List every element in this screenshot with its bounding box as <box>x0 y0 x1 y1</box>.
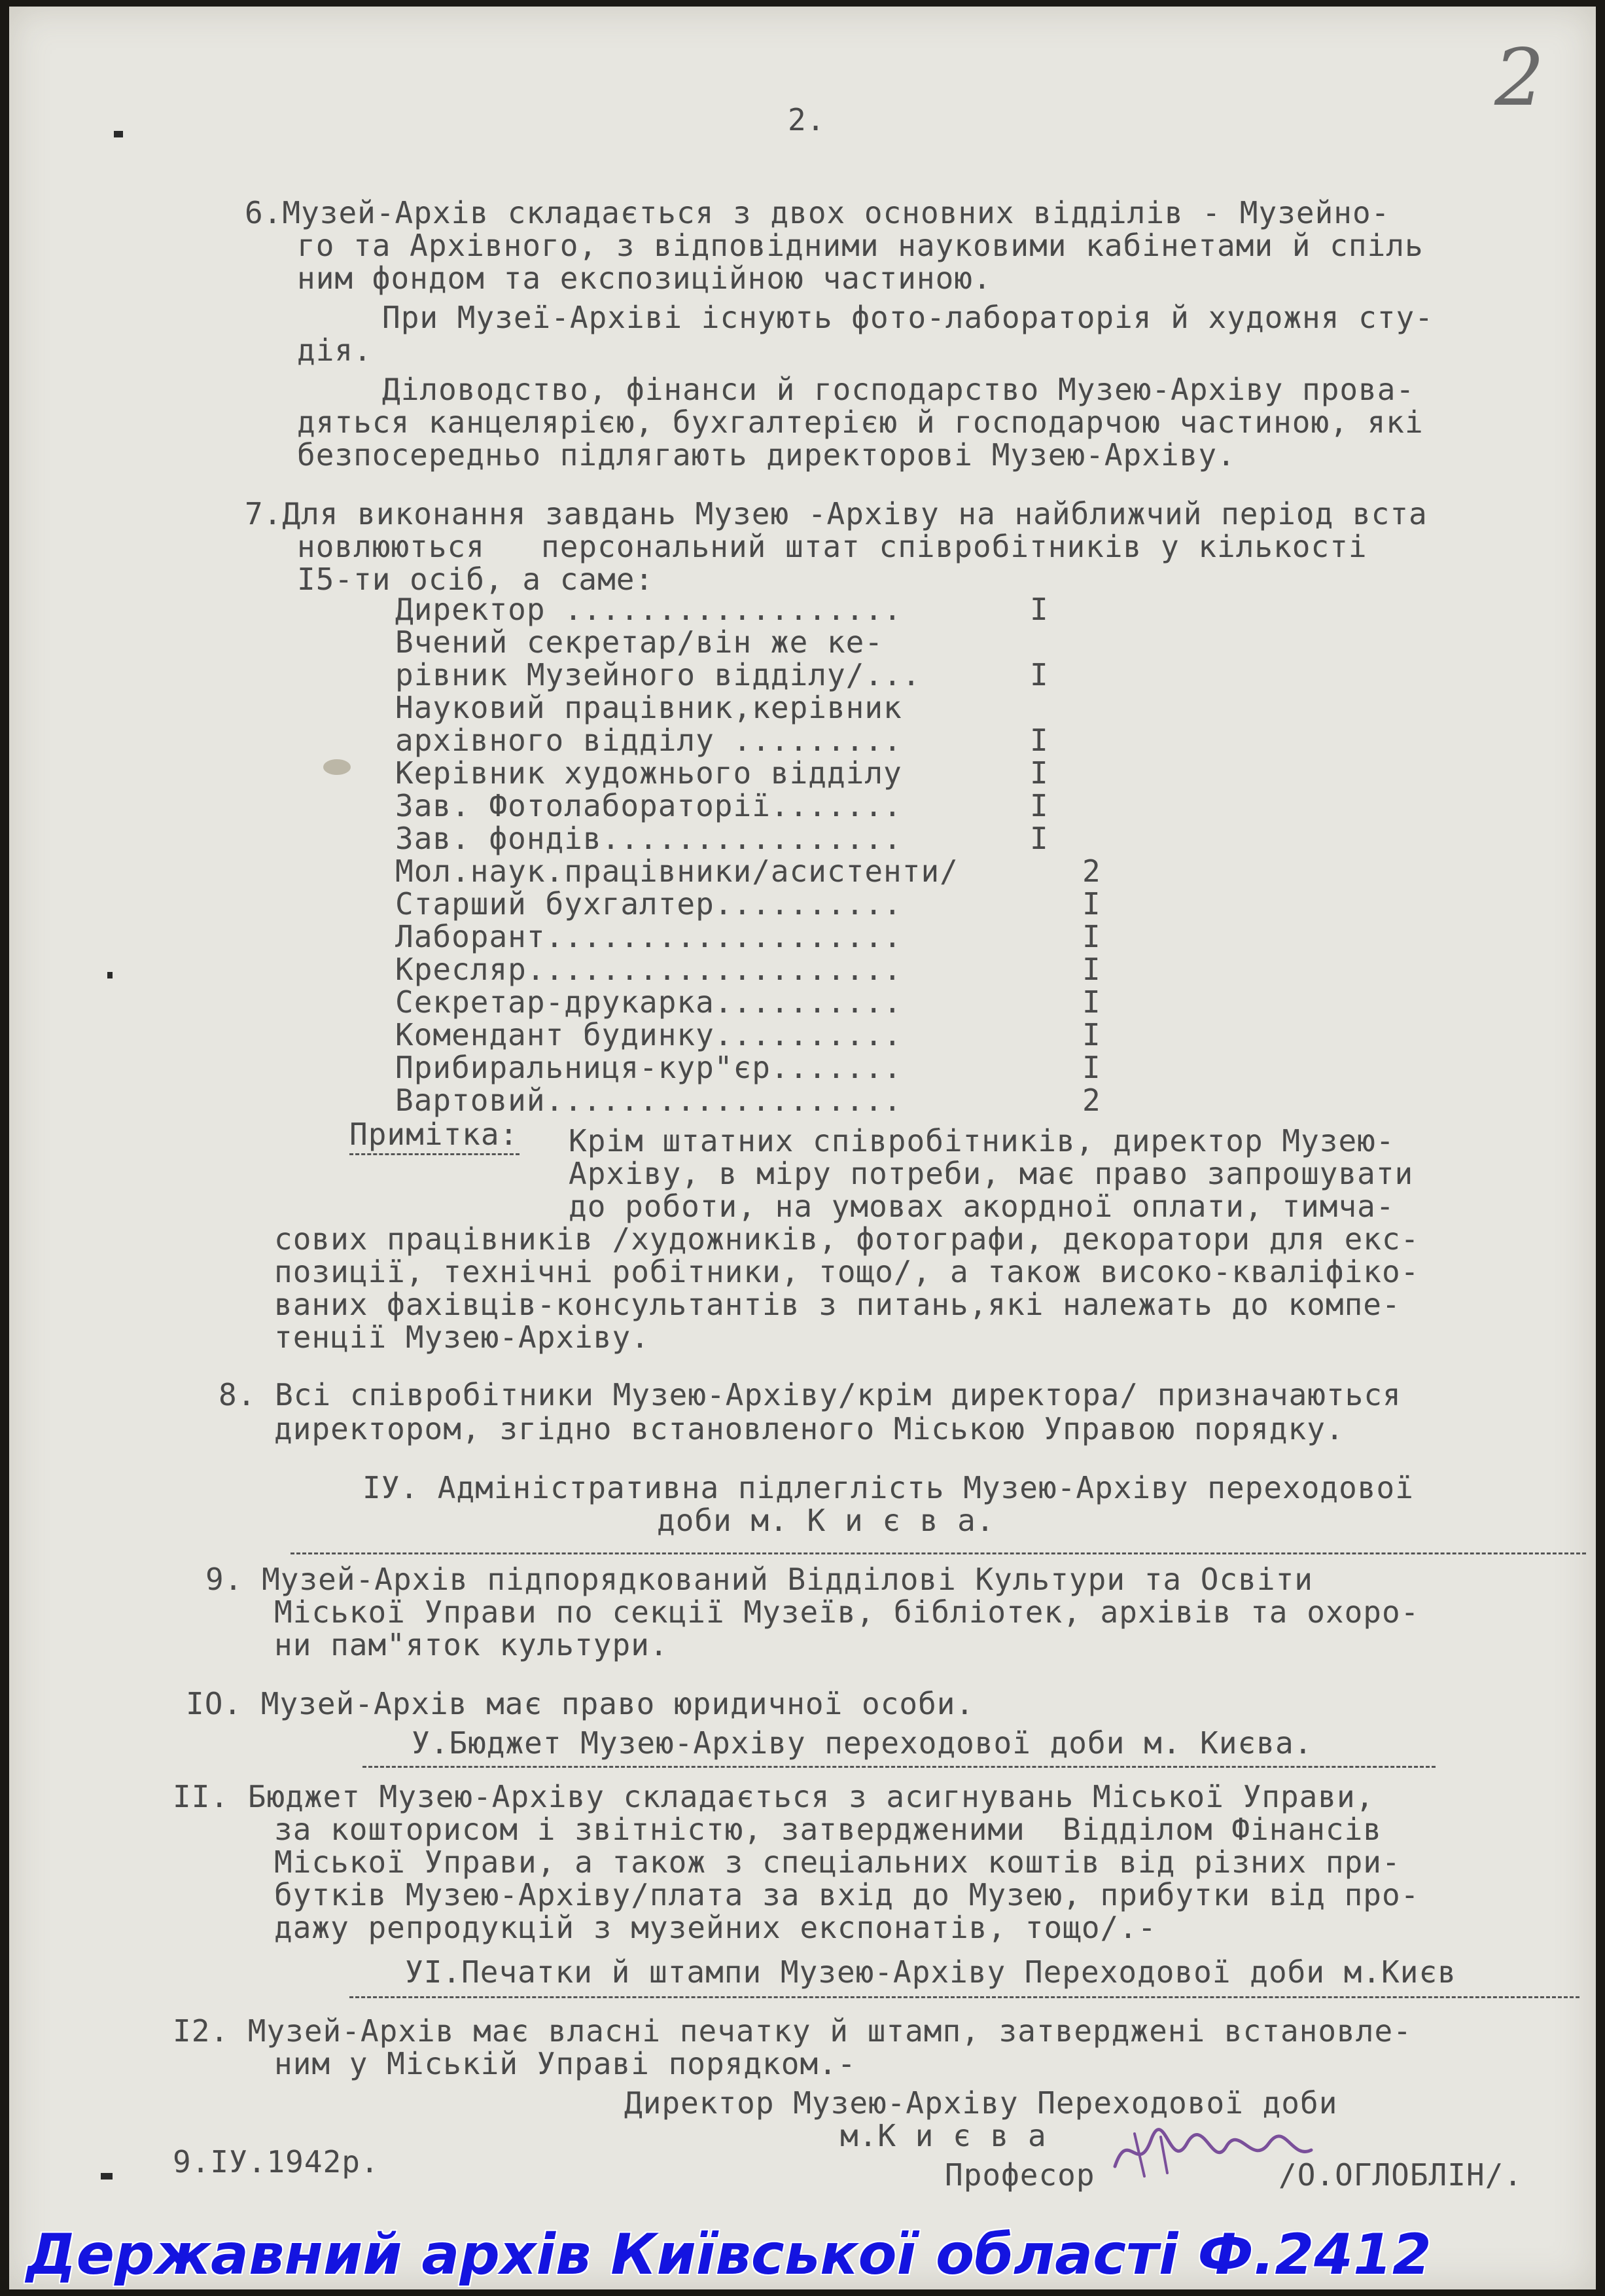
p6-line-8: безпосередньо підлягають директорові Музею-Архіву. <box>297 437 1236 473</box>
p10-line: IO. Музей-Архів має право юридичної особи. <box>186 1686 975 1721</box>
p9-line-1: 9. Музей-Архів підпорядкований Відділові Культури та Освіти <box>205 1562 1313 1597</box>
p11-line-4: бутків Музею-Архіву/плата за вхід до Музею, прибутки від про- <box>274 1877 1420 1912</box>
note-cont-line-4: тенції Музею-Архіву. <box>274 1319 650 1355</box>
staff-count: I <box>1082 952 1101 987</box>
signatory-position: Професор <box>945 2157 1095 2193</box>
staff-count: I <box>1030 657 1049 692</box>
p12-line-2: ним у Міській Управі порядком.- <box>274 2046 856 2081</box>
staff-item: Директор .................. <box>395 592 902 627</box>
note-line-2: Архіву, в міру потреби, має право запрошувати <box>569 1156 1414 1191</box>
staff-item: Прибиральниця-кур"єр....... <box>395 1050 902 1085</box>
p6-line-5: дія. <box>297 332 372 368</box>
note-cont-line-3: ваних фахівців-консультантів з питань,які належать до компе- <box>274 1287 1401 1322</box>
signatory-name: /О.ОГЛОБЛІН/. <box>1279 2157 1523 2193</box>
archive-watermark: Державний архів Київської області Ф.2412 <box>26 2222 1432 2287</box>
p11-line-3: Міської Управи, а також з спеціальних коштів від різних при- <box>274 1844 1401 1880</box>
page-number: 2. <box>788 102 826 137</box>
p6-line-4: При Музеї-Архіві існують фото-лабораторія й художня сту- <box>382 300 1434 335</box>
paper-stain <box>323 759 351 775</box>
section-4-heading-line-1: IУ. Адміністративна підлеглість Музею-Архіву переходової <box>362 1470 1414 1505</box>
p6-line-1: 6.Музей-Архів складається з двох основних відділів - Музейно- <box>245 195 1390 230</box>
p6-line-2: го та Архівного, з відповідними науковими кабінетами й спіль <box>297 228 1424 263</box>
p7-line-2: новлюються персональний штат співробітників у кількості <box>297 529 1367 564</box>
p6-line-6: Діловодство, фінанси й господарство Музею-Архіву прова- <box>382 372 1415 407</box>
staff-count: I <box>1082 886 1101 922</box>
section-5-underline <box>362 1766 1436 1768</box>
staff-item: Секретар-друкарка.......... <box>395 984 902 1020</box>
document-date: 9.IУ.1942р. <box>173 2144 379 2179</box>
archive-page-number: 2 <box>1494 33 1545 124</box>
section-6-heading: УІ.Печатки й штампи Музею-Архіву Переходової доби м.Києв <box>405 1954 1456 1990</box>
p7-line-1: 7.Для виконання завдань Музею -Архіву на найближчий період вста <box>245 496 1428 531</box>
p6-line-3: ним фондом та експозиційною частиною. <box>297 260 992 296</box>
staff-count: I <box>1030 592 1049 627</box>
staff-count: I <box>1030 723 1049 758</box>
staff-item: Зав. Фотолабораторії....... <box>395 788 902 823</box>
staff-count: I <box>1030 821 1049 856</box>
section-5-heading: У.Бюджет Музею-Архіву переходової доби м. Києва. <box>412 1725 1313 1761</box>
note-cont-line-2: позиції, технічні робітники, тощо/, а також високо-кваліфіко- <box>274 1254 1420 1289</box>
staff-count: I <box>1082 1050 1101 1085</box>
p12-line-1: I2. Музей-Архів має власні печатку й штамп, затверджені встановле- <box>173 2013 1412 2049</box>
staff-count: 2 <box>1082 1083 1101 1118</box>
document-sheet <box>9 7 1596 2289</box>
staff-count: I <box>1082 984 1101 1020</box>
note-cont-line-1: сових працівників /художників, фотографи, декоратори для екс- <box>274 1221 1420 1257</box>
staff-item: Вартовий................... <box>395 1083 902 1118</box>
p8-line-1: 8. Всі співробітники Музею-Архіву/крім директора/ призначаються <box>219 1377 1402 1412</box>
staff-count: 2 <box>1082 853 1101 889</box>
staff-item: Керівник художнього відділу <box>395 755 902 791</box>
hole-punch-mark <box>107 972 113 978</box>
staff-count: I <box>1082 1017 1101 1052</box>
staff-item: Комендант будинку.......... <box>395 1017 902 1052</box>
p9-line-2: Міської Управи по секції Музеїв, бібліотек, архівів та охоро- <box>274 1594 1420 1630</box>
signatory-title-line-1: Директор Музею-Архіву Переходової доби <box>624 2085 1338 2121</box>
note-label: Примітка: <box>349 1117 519 1152</box>
staff-count: I <box>1082 919 1101 954</box>
staff-item: Вчений секретар/він же ке- <box>395 624 884 660</box>
note-line-1: Крім штатних співробітників, директор Музею- <box>569 1123 1395 1158</box>
staff-item: Науковий працівник,керівник <box>395 690 902 725</box>
staff-item: Лаборант................... <box>395 919 902 954</box>
p9-line-3: ни пам"яток культури. <box>274 1627 669 1662</box>
hole-punch-mark <box>114 131 123 137</box>
section-4-heading-line-2: доби м. К и є в а. <box>657 1503 995 1538</box>
staff-item: Старший бухгалтер.......... <box>395 886 902 922</box>
note-underline <box>349 1153 520 1155</box>
signatory-title-line-2: м.К и є в а <box>840 2118 1047 2153</box>
p6-line-7: дяться канцелярією, бухгалтерією й господарчою частиною, які <box>297 404 1424 440</box>
p11-line-5: дажу репродукцій з музейних експонатів, тощо/.- <box>274 1910 1157 1945</box>
section-6-underline <box>349 1996 1579 1998</box>
note-line-3: до роботи, на умовах акордної оплати, тимча- <box>569 1189 1395 1224</box>
p7-line-3: I5-ти осіб, а саме: <box>297 562 654 597</box>
p11-line-2: за кошторисом і звітністю, затвердженими Відділом Фінансів <box>274 1812 1382 1847</box>
section-4-underline <box>291 1552 1586 1554</box>
p11-line-1: II. Бюджет Музею-Архіву складається з асигнувань Міської Управи, <box>173 1779 1375 1814</box>
p8-line-2: директором, згідно встановленого Міською Управою порядку. <box>274 1411 1345 1446</box>
staff-count: I <box>1030 788 1049 823</box>
staff-item: Мол.наук.працівники/асистенти/ <box>395 853 959 889</box>
staff-count: I <box>1030 755 1049 791</box>
staff-item: Кресляр.................... <box>395 952 902 987</box>
staff-item: архівного відділу ......... <box>395 723 902 758</box>
handwritten-signature <box>1108 2114 1318 2186</box>
staff-item: Зав. фондів................ <box>395 821 902 856</box>
staff-item: рівник Музейного відділу/... <box>395 657 940 692</box>
hole-punch-mark <box>101 2173 113 2179</box>
